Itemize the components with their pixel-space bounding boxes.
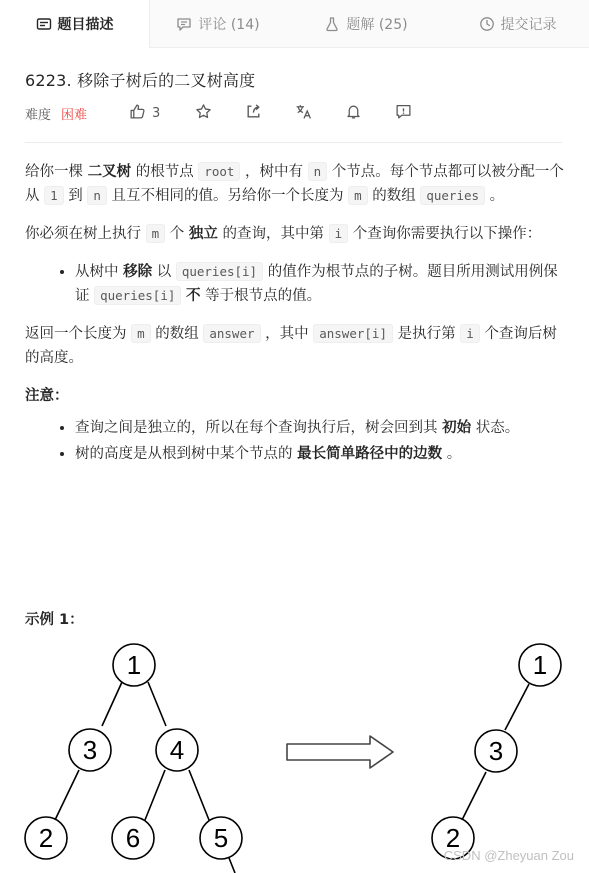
bold-text: 移除 (123, 264, 153, 280)
text: 的查询，其中第 (217, 226, 329, 242)
operation-list (25, 260, 565, 308)
tree-node-label: 2 (38, 823, 54, 853)
star-icon (195, 103, 212, 124)
text: 的数组 (150, 326, 204, 342)
tree-edge (505, 684, 529, 730)
tab-description[interactable] (0, 0, 150, 48)
bell-icon (345, 103, 362, 124)
bold-text: 二叉树 (87, 164, 132, 180)
tab-comments[interactable] (150, 0, 286, 48)
text: 状态。 (471, 420, 520, 436)
text: 以 (152, 264, 176, 280)
text: 。 (442, 446, 462, 462)
share-button[interactable] (245, 102, 262, 124)
paragraph-return (25, 322, 565, 370)
problem-title: 6223. 移除子树后的二叉树高度 (25, 71, 256, 90)
tree-node-label: 1 (126, 650, 142, 680)
text: 返回一个长度为 (25, 326, 132, 342)
feedback-icon (395, 103, 412, 124)
text: 你必须在树上执行 (25, 226, 146, 242)
text: 的值作为根节点的子树。题目所用测试用例保证 (75, 264, 558, 304)
tree-node-label: 2 (445, 823, 461, 853)
flask-icon (324, 16, 340, 32)
tab-solutions[interactable] (286, 0, 446, 48)
inline-code: queries[i] (94, 286, 181, 305)
text: 从树中 (75, 264, 124, 280)
text: 个查询你需要执行以下操作： (348, 226, 542, 242)
text: 。 (485, 188, 505, 204)
inline-code: n (308, 162, 328, 181)
favorite-button[interactable] (195, 102, 212, 124)
inline-code: m (348, 186, 368, 205)
divider (25, 142, 562, 143)
inline-code: answer[i] (313, 324, 393, 343)
tree-node-label: 1 (532, 650, 548, 680)
inline-code: root (198, 162, 240, 181)
tree-node-label: 4 (169, 735, 185, 765)
tab-submissions-label: 提交记录 (500, 17, 557, 33)
inline-code: m (146, 224, 166, 243)
feedback-button[interactable] (395, 102, 412, 124)
list-item (75, 416, 565, 440)
translate-icon (295, 103, 312, 124)
paragraph-queries (25, 222, 565, 246)
difficulty-badge: 困难 (61, 107, 88, 123)
tab-comments-label: 评论 (14) (198, 17, 260, 33)
text: ，其中 (260, 326, 314, 342)
difficulty-label: 难度 (25, 107, 52, 123)
notification-button[interactable] (345, 102, 362, 124)
tab-solutions-label: 题解 (25) (346, 17, 408, 33)
watermark: CSDN @Zheyuan Zou (443, 848, 574, 863)
inline-code: queries[i] (176, 262, 263, 281)
list-item (75, 260, 565, 308)
tree-edge (145, 770, 165, 820)
example-title: 示例 1： (25, 612, 84, 628)
text: 树的高度是从根到树中某个节点的 (75, 446, 298, 462)
text: ，树中有 (240, 164, 308, 180)
text: 个节点。每个节点都可以被分配一个从 (25, 164, 564, 204)
comment-icon (176, 16, 192, 32)
paragraph-intro (25, 160, 565, 208)
tree-edge (189, 770, 209, 820)
tree-node-label: 6 (125, 823, 141, 853)
text: 且互不相同的值。另给你一个长度为 (106, 188, 349, 204)
note-list (25, 416, 565, 466)
text: 到 (63, 188, 88, 204)
description-icon (36, 16, 52, 32)
text: 是执行第 (392, 326, 461, 342)
tab-submissions[interactable] (446, 0, 589, 48)
inline-code: queries (420, 186, 485, 205)
bold-text: 不 (185, 288, 201, 304)
bold-text: 初始 (442, 420, 472, 436)
bold-text: 独立 (188, 226, 218, 242)
like-count: 3 (152, 105, 161, 121)
inline-code: answer (203, 324, 260, 343)
text: 个 (165, 226, 189, 242)
tab-bar (0, 0, 589, 48)
text: 查询之间是独立的，所以在每个查询执行后，树会回到其 (75, 420, 443, 436)
inline-code: 1 (44, 186, 64, 205)
text: 个查询后树的高度。 (25, 326, 557, 366)
inline-code: i (329, 224, 349, 243)
text: 等于根节点的值。 (200, 288, 322, 304)
inline-code: i (460, 324, 480, 343)
arrow-right-icon (287, 736, 393, 768)
example-tree-diagram (0, 630, 589, 873)
tree-edge (229, 858, 235, 873)
tree-node-label: 3 (488, 736, 504, 766)
note-title: 注意： (25, 388, 69, 404)
text: 的数组 (367, 188, 421, 204)
tree-edge (102, 682, 122, 726)
clock-icon (479, 16, 495, 32)
problem-meta (25, 102, 565, 124)
thumbs-up-icon (129, 103, 146, 124)
inline-code: m (131, 324, 151, 343)
tab-description-label: 题目描述 (57, 17, 114, 33)
inline-code: n (87, 186, 107, 205)
like-button[interactable] (129, 102, 160, 124)
tree-edge (55, 770, 79, 820)
problem-description (25, 160, 565, 628)
text: 的根节点 (131, 164, 199, 180)
tree-edge (148, 682, 166, 726)
text: 给你一棵 (25, 164, 88, 180)
tree-edge (462, 772, 486, 820)
tree-node-label: 5 (213, 823, 229, 853)
list-item (75, 442, 565, 466)
bold-text: 最长简单路径中的边数 (297, 446, 443, 462)
translate-button[interactable] (295, 102, 312, 124)
tree-node-label: 3 (82, 735, 98, 765)
share-icon (245, 103, 262, 124)
